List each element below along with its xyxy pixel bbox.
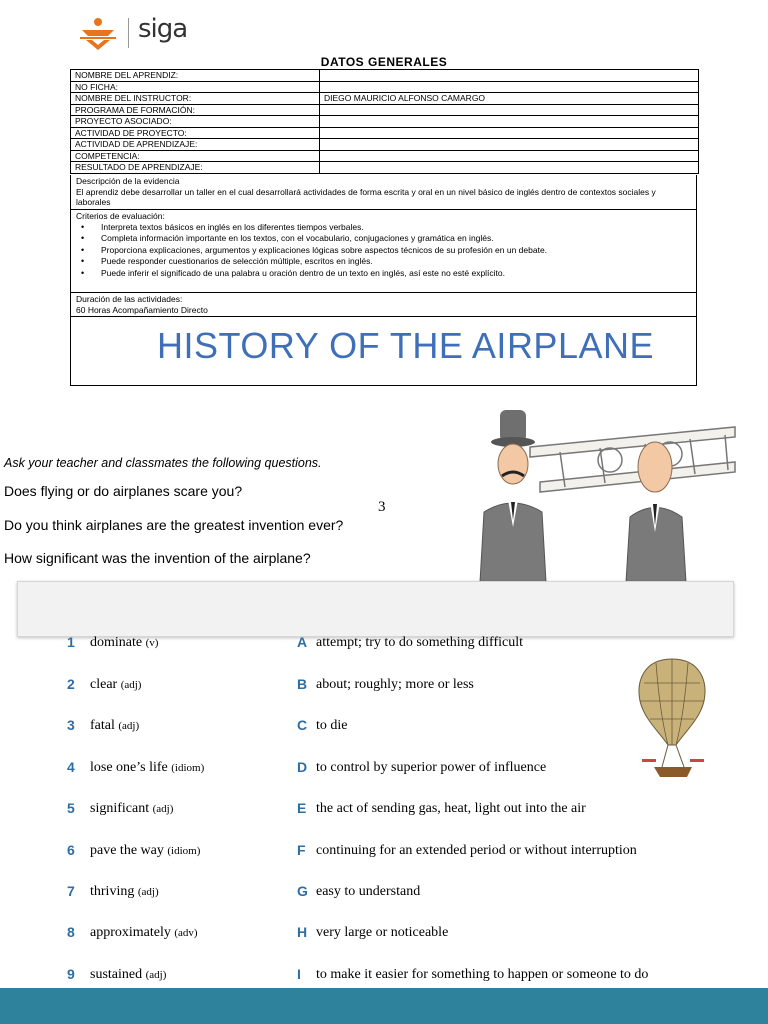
definition-text: the act of sending gas, heat, light out into the air — [316, 801, 586, 816]
vocab-word: approximately — [90, 925, 171, 940]
row-value[interactable] — [320, 116, 699, 128]
title-box — [70, 317, 697, 386]
word-number: 5 — [67, 800, 75, 816]
part-of-speech: (idiom) — [167, 845, 201, 857]
vocab-term — [90, 884, 159, 900]
table-row — [71, 104, 699, 116]
definition-text: continuing for an extended period or without interruption — [316, 843, 637, 858]
main-title: HISTORY OF THE AIRPLANE — [157, 325, 654, 366]
vocab-row — [0, 966, 768, 986]
vocab-word: lose one’s life — [90, 760, 168, 775]
page-number: 3 — [378, 499, 386, 515]
definition-letter: E — [297, 800, 307, 816]
part-of-speech: (adj) — [152, 803, 174, 815]
row-label: RESULTADO DE APRENDIZAJE: — [71, 162, 320, 174]
criteria-label: Criterios de evaluación: — [76, 211, 165, 221]
part-of-speech: (adv) — [174, 927, 198, 939]
row-value[interactable] — [320, 70, 699, 82]
evidence-label: Descripción de la evidencia — [76, 176, 180, 186]
word-number: 9 — [67, 966, 75, 982]
definition-letter: A — [297, 634, 308, 650]
vocab-term — [90, 635, 158, 651]
question-1: Does flying or do airplanes scare you? — [4, 483, 243, 499]
vocab-word: thriving — [90, 884, 135, 899]
section-banner — [17, 581, 734, 637]
vocab-row — [0, 676, 768, 696]
word-number: 4 — [67, 759, 75, 775]
vocab-word: sustained — [90, 967, 143, 982]
vocab-term — [90, 760, 204, 776]
logo-divider — [128, 18, 129, 48]
vocab-word: pave the way — [90, 843, 164, 858]
table-row — [71, 150, 699, 162]
definition-letter: F — [297, 842, 306, 858]
list-item: • Interpreta textos básicos en inglés en los diferentes tiempos verbales. — [101, 222, 691, 234]
row-value[interactable]: DIEGO MAURICIO ALFONSO CAMARGO — [320, 93, 699, 105]
duration-value: 60 Horas Acompañamiento Directo — [76, 304, 208, 315]
list-item: • Proporciona explicaciones, argumentos y explicaciones lógicas sobre aspectos técnicos de su profesión en un debate. — [101, 245, 691, 257]
row-label: ACTIVIDAD DE PROYECTO: — [71, 127, 320, 139]
row-value[interactable] — [320, 139, 699, 151]
table-row — [71, 116, 699, 128]
word-number: 2 — [67, 676, 75, 692]
definition-letter: C — [297, 717, 308, 733]
general-data-table — [70, 69, 699, 174]
definition-text: to die — [316, 718, 348, 733]
sena-siga-logo — [78, 14, 218, 54]
vocab-row — [0, 883, 768, 903]
row-value[interactable] — [320, 127, 699, 139]
evidence-text: El aprendiz debe desarrollar un taller en el cual desarrollará actividades de forma escrita y oral en un nivel básico de inglés dentro de contextos sociales y laborales — [76, 186, 656, 207]
vocab-term — [90, 677, 141, 693]
vocab-row — [0, 634, 768, 654]
duration-label: Duración de las actividades: — [76, 294, 183, 304]
row-label: NOMBRE DEL APRENDIZ: — [71, 70, 320, 82]
definition-letter: I — [297, 966, 301, 982]
part-of-speech: (adj) — [118, 720, 140, 732]
table-row — [71, 162, 699, 174]
vocab-row — [0, 717, 768, 737]
row-value[interactable] — [320, 81, 699, 93]
criteria-list — [76, 222, 691, 280]
duration-box — [70, 293, 697, 317]
vocab-word: dominate — [90, 635, 143, 650]
part-of-speech: (adj) — [120, 679, 142, 691]
definition-text: about; roughly; more or less — [316, 677, 474, 692]
row-label: PROYECTO ASOCIADO: — [71, 116, 320, 128]
definition-text: easy to understand — [316, 884, 421, 899]
part-of-speech: (adj) — [137, 886, 159, 898]
table-row — [71, 93, 699, 105]
row-label: COMPETENCIA: — [71, 150, 320, 162]
definition-text: very large or noticeable — [316, 925, 449, 940]
datos-generales-title: DATOS GENERALES — [320, 55, 448, 69]
definition-text: attempt; try to do something difficult — [316, 635, 523, 650]
sena-logo-icon — [78, 16, 118, 52]
vocab-term — [90, 843, 200, 859]
part-of-speech: (adj) — [145, 969, 167, 981]
list-item: • Puede inferir el significado de una palabra u oración dentro de un texto en inglés, así este no esté explícito. — [101, 268, 691, 280]
list-item: • Puede responder cuestionarios de selección múltiple, escritos en inglés. — [101, 256, 691, 268]
vocab-term — [90, 801, 173, 817]
vocab-row — [0, 924, 768, 944]
vocab-row — [0, 842, 768, 862]
list-item: • Completa información importante en los textos, con el vocabulario, conjugaciones y gramática en inglés. — [101, 233, 691, 245]
vocab-term — [90, 925, 198, 941]
row-value[interactable] — [320, 104, 699, 116]
table-row — [71, 81, 699, 93]
definition-text: to make it easier for something to happen or someone to do — [316, 967, 649, 982]
evaluation-criteria-box — [70, 210, 697, 293]
vocab-term — [90, 718, 139, 734]
word-number: 1 — [67, 634, 75, 650]
definition-letter: B — [297, 676, 308, 692]
question-3: How significant was the invention of the airplane? — [4, 550, 311, 566]
vocab-term — [90, 967, 166, 983]
definition-letter: G — [297, 883, 308, 899]
question-2: Do you think airplanes are the greatest invention ever? — [4, 517, 344, 533]
row-value[interactable] — [320, 162, 699, 174]
row-label: NOMBRE DEL INSTRUCTOR: — [71, 93, 320, 105]
siga-wordmark: siga — [138, 14, 188, 44]
vocab-word: fatal — [90, 718, 115, 733]
definition-text: to control by superior power of influence — [316, 760, 547, 775]
word-number: 7 — [67, 883, 75, 899]
footer-bar — [0, 988, 768, 1024]
table-row — [71, 139, 699, 151]
word-number: 8 — [67, 924, 75, 940]
vocab-row — [0, 759, 768, 779]
part-of-speech: (idiom) — [171, 762, 205, 774]
row-label: PROGRAMA DE FORMACIÓN: — [71, 104, 320, 116]
instructions-text: Ask your teacher and classmates the following questions. — [4, 456, 322, 470]
vocab-row — [0, 800, 768, 820]
table-row — [71, 70, 699, 82]
table-row — [71, 127, 699, 139]
row-value[interactable] — [320, 150, 699, 162]
word-number: 3 — [67, 717, 75, 733]
evidence-description-box — [70, 175, 697, 210]
row-label: NO FICHA: — [71, 81, 320, 93]
definition-letter: H — [297, 924, 308, 940]
definition-letter: D — [297, 759, 308, 775]
part-of-speech: (v) — [145, 637, 159, 649]
row-label: ACTIVIDAD DE APRENDIZAJE: — [71, 139, 320, 151]
wright-brothers-illustration — [470, 402, 740, 582]
vocab-word: clear — [90, 677, 118, 692]
vocab-word: significant — [90, 801, 150, 816]
word-number: 6 — [67, 842, 75, 858]
